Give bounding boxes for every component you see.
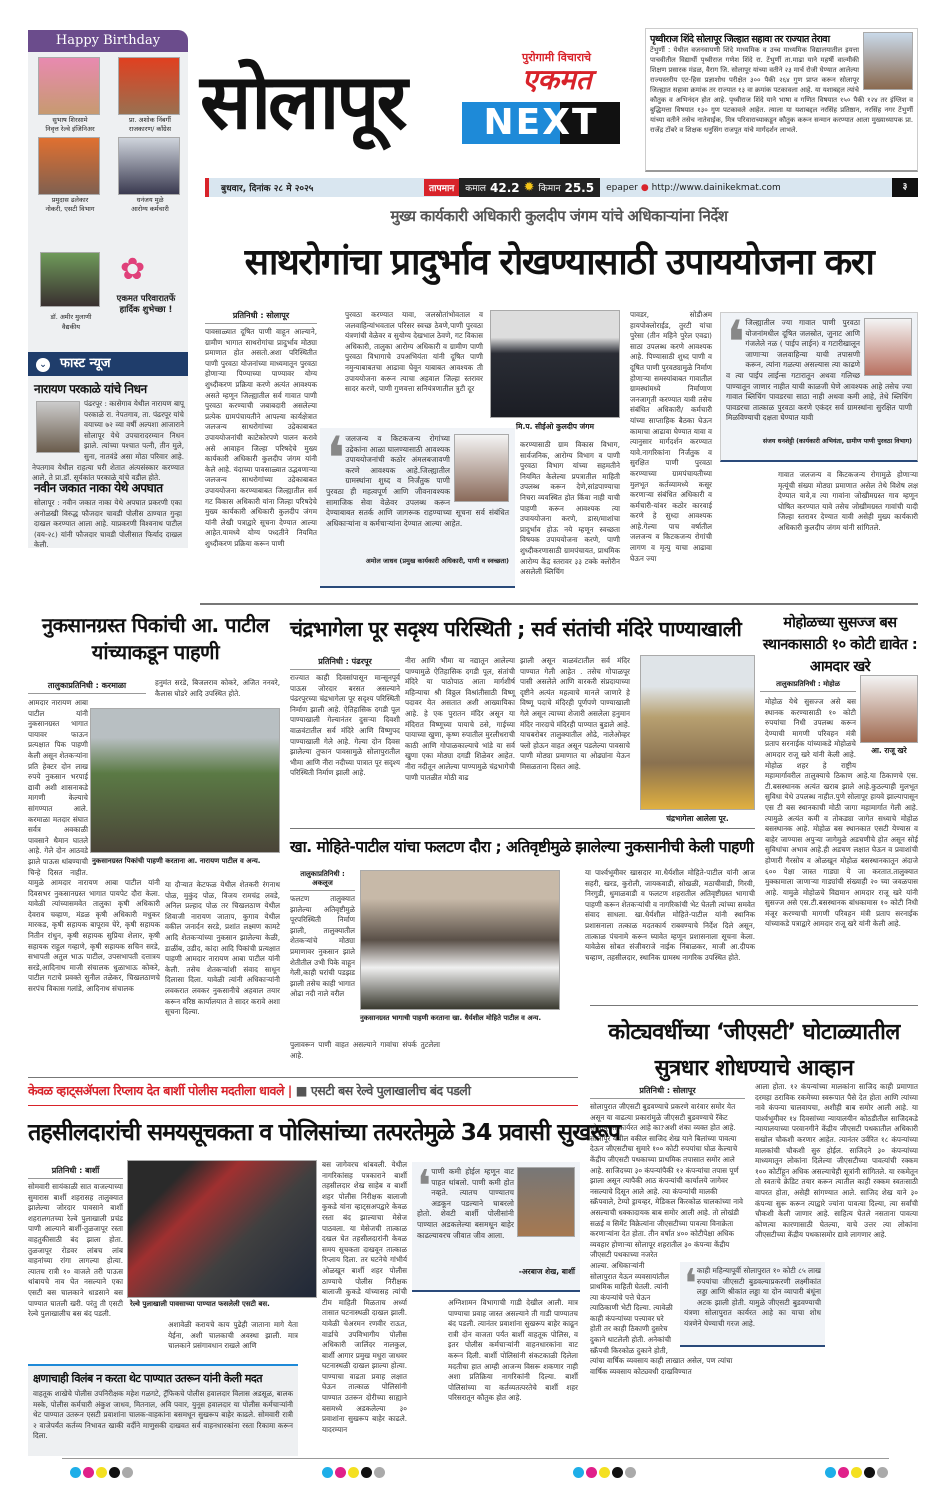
birthday-people-2-name: प्रमुदास ढलेकार bbox=[51, 196, 89, 204]
page-number: ३ bbox=[892, 178, 918, 197]
gst-headline: कोट्यवधींच्या ‘जीएसटी’ घोटाळ्यातील सुत्रधार शोधण्याचे आव्हान bbox=[608, 1020, 900, 1081]
news-headline: नवीन जकात नाका येथे अपघात bbox=[34, 481, 163, 495]
crops-body1: आमदार नारायण आबा पाटील यांनी नुकसानग्रस्त भागात पायावर फाऊन प्रत्यक्षात पिक पाहणी केली असून शेतकऱ्यांना प्रति हेक्टर दोन लाख रुपये नुकसान भरपाई द्यावी अशी शासनाकडे मागणी केल्याचे सांगण्यात आले. करमाळा मतदार संघात सर्वत्र अवकाळी पावसाने थैमान घातले आहे. गेले दोन आठवडे झाले पाऊस थांबण्याची चिन्हे दिसत नाहीत. यामुळे आमदार नारायण आबा पाटील यांनी दिवसभर नुकसानग्रस्त भागात पायपेट दौरा केला. यावेळी त्यांच्यासमवेत तालुका कृषी अधिकारी देवराव चव्हाण, मंडळ कृषी अधिकारी मधुकर मारकड, कृषी सहायक बापूराव घेरे, कृषी सहायक नितीन रांधुन, कृषी सहायक सुप्रिया शेलार, कृषी सहायक राहुल गव्हाणे, कृषी सहायक सचिन सरडे, सभापती अतुल भाऊ पाटील, उपसभापती दत्तात्रय सरडे,आदिनाथ माजी संचालक धुळाभाऊ कोकरे, पाटील गटाचे प्रवक्ते सुनील तळेकर, चिखलठाणचे सरपंच विकास गलांडे, आदिनाथ संचालक bbox=[28, 698, 160, 994]
barshi-box-headline: क्षणाचाही विलंब न करता थेट पाण्यात उतरून यांनी केली मदत bbox=[33, 1372, 263, 1385]
birthday-people-4-role: वैद्यकीय bbox=[61, 323, 81, 331]
flood-col2: नीरा आणि भीमा या नद्यातून आलेल्या पाण्यामुळे ऐतिहासिक दगडी पूल, संतांची मंदिरे या पाठोपाठ आता मार्गशीर्ष महिन्याचा श्री विठ्ठल विश्रांतीसाठी विष्णू पदावर येत असतात अशी आख्यायिका आहे. हे एक पुरातन मंदिर असून या मंदिरात विष्णूच्या पायाचे ठसे, गाईच्या पायाच्या खुणा, कृष्ण रुपातील मुरलीधराची काठी आणि गोपाळकाल्याचे भांडे या सर्व खुणा एका मोठ्या दगडी शिळेवर आहेत. नीरा नदीतून आलेल्या पाण्यामुळे चंद्रभागेची पाणी पातळीत मोठी वाढ bbox=[405, 656, 515, 782]
lead-kicker: मुख्य कार्यकारी अधिकारी कुलदीप जंगम यांचे अधिकाऱ्यांना निर्देश bbox=[390, 207, 728, 225]
quote-icon: ❛ bbox=[417, 1161, 432, 1212]
barshi-col2: बस जागेवरच थांबवली. येथील नागरिकांसह पत्रकाराने बार्शी तहसीलदार शेख साहेब व बार्शी शहर पोलीस निरीक्षक बालाजी कुकडे यांना व्हाट्सअपद्वारे केवळ रस्ता बंद झाल्याचा मेसेज पाठवला. या मेसेजची तात्काळ दखल घेत तहसीलदारांनी केवळ समय सूचकता दाखवून तात्काळ रिप्लाय दिला. तर घटनेचे गांभीर्य ओळखून बार्शी शहर पोलीस ठाण्याचे पोलीस निरीक्षक बालाजी कुकडे यांच्यासह त्यांची टीम माहिती मिळताच अर्ध्या तासात घटनास्थळी दाखल झाली. यावेळी चेअरमन रणवीर राऊत, वार्डाचे उपविभागीय पोलीस अधिकारी जालिंदर नालकुल, बार्शी आगार प्रमुख मधुरा जाधवर घटनास्थळी दाखल झाल्या होत्या. पाण्याचा वाढता प्रवाह लक्षात घेऊन तात्काळ पोलिसांनी पाण्यात उतरून दोरीच्या साह्याने बसमध्ये अडकलेल्या ३० प्रवाशांना सुखरूप बाहेर काढले. यादरम्यान bbox=[322, 1160, 407, 1434]
fast-news-title: फास्ट न्यूज bbox=[60, 356, 111, 371]
fast-news-box bbox=[28, 352, 188, 548]
birthday-wish: एकमत परिवारातर्फे हार्दिक शुभेच्छा ! bbox=[116, 294, 176, 315]
dateline-epaper: epaper bbox=[606, 182, 638, 193]
mohol-headline: मोहोळच्या सुसज्ज बस स्थानकासाठी १० कोटी द्यावेत : आमदार खरे bbox=[762, 615, 918, 675]
lead-col1: पावसाळ्यात दूषित पाणी वाहून आल्याने, ग्रामीण भागात साथरोगांचा प्रादुर्भाव मोठ्या प्रमाणात होत असतो.अशा परिस्थितीत पाणी पुरवठा योजनांच्या माध्यमातून पुरवठा होणाऱ्या पिण्याच्या पाण्यावर योग्य शुध्दीकरण प्रक्रिया करणे अत्यंत आवश्यक असते म्हणून जिल्ह्यातील सर्व गावात पाणी पुरवठा करण्याची जबाबदारी असलेल्या प्रत्येक ग्रामपंचायतीने आपल्या कार्यक्षेत्रात जलजन्य साथरोगांच्या उद्रेकाबाबत उपाययोजनांची काटेकोरपणे पालन करावे असे आवाहन जिल्हा परिषदेचे मुख्य कार्यकारी अधिकारी कुलदीप जंगम यांनी केले आहे. यंदाच्या पावसाळ्यात उद्भवणाऱ्या जलजन्य साथरोगांच्या उद्रेकाबाबत उपाययोजना करण्याबाबत जिल्ह्यातील सर्व गट विकास अधिकारी यांना जिल्हा परिषदेचे मुख्य कार्यकारी अधिकारी कुलदीप जंगम यांनी लेखी पत्राद्वारे सूचना देण्यात आल्या आहेत.यामध्ये योग्य पध्दतीने नियमित शुध्दीकरण प्रक्रिया करून पाणी bbox=[205, 327, 317, 548]
birthday-people-3-name: धनंजय मुळे bbox=[136, 196, 164, 204]
birthday-person bbox=[38, 137, 114, 213]
person-photo bbox=[517, 1167, 575, 1237]
lead-col3: पावडर, सोडीअम हायपोक्लोराईड, तुरटी यांचा पुरेसा (तीन महिने पुरेल एवढा) साठा उपलब्ध करणे आवश्यक आहे. पिण्यासाठी शुध्द पाणी व दूषित पाणी पुरवठ्यामुळे निर्माण होणाऱ्या समस्यांबाबत गावातील ग्रामस्थांमध्ये निर्माणाण जनजागृती करण्यात यावी तसेच संबंधित अधिकारी/ कर्मचारी यांच्या साप्ताहिक बैठका घेऊन कामाचा आढावा घेण्यात यावा व त्यानुसार मार्गदर्शन करण्यात यावे.नागरिकांना निर्जंतुक व सुरक्षित पाणी पुरवठा करण्याच्या ग्रामपंचायतीच्या मुलभूत कर्तव्यामध्ये कसूर करणाऱ्या संबंधित अधिकारी व कर्मचारी-यांवर कठोर कारवाई करणे हे सुध्दा आवश्यक आहे.गेल्या पाच वर्षातील जलजन्य व किटकजन्य रोगांची लागण व मृत्यु याचा आढावा घेऊन ज्या bbox=[630, 310, 712, 563]
person-photo bbox=[40, 252, 100, 307]
person-photo bbox=[38, 57, 100, 115]
birthday-people-0-name: सुभाष शिरसामे bbox=[52, 116, 88, 124]
crops-byline: तालुकाप्रतिनिधी : करमाळा bbox=[28, 680, 146, 694]
masthead-next: NEXT bbox=[483, 102, 599, 143]
birthday-people-1-role: राजकारण/ काँग्रेस bbox=[128, 125, 172, 133]
birthday-box bbox=[28, 30, 188, 222]
quote-box bbox=[680, 1262, 825, 1347]
birthday-people-3-role: आरोग्य कर्मचारी bbox=[131, 205, 169, 213]
square-icon: ■ bbox=[295, 1083, 308, 1098]
flood-col1: राज्यात काही दिवसांपासून मान्सूनपूर्व पाऊस जोरदार बरसत असल्याने पंढरपूरच्या चंद्रभागेला पूर सदृश्य परिस्थिती निर्माण झाली आहे. ऐतिहासिक दगडी पूल पाण्याखाली गेल्यानंतर दुसऱ्या दिवशी वाळवंटातील सर्व मंदिरे आणि विष्णुपद पाण्याखाली गेले आहे. गेल्या दोन दिवस झालेल्या तुफान पावसामुळे सोलापुरातील भीमा आणि नीरा नदीच्या पात्रात पूर सदृश्य परिस्थिती निर्माण झाली आहे. bbox=[290, 673, 400, 778]
birthday-people-1-name: प्रा. अशोक निंबर्गी bbox=[129, 116, 171, 124]
flood-caption: चंद्रभागेला आलेला पूर. bbox=[666, 814, 729, 823]
crops-body2: या दौऱ्यात केटफळ येथील शेतकरी रंगनाथ पोळ, मुकुंद पोळ, विजय रामचंद्र लवडे, अनिल प्रल्हाद पोळ तर चिखलठाण येथील शिवाजी नारायण जाताप, कुगाव येथील वकील जनार्दन सरडे, प्रशांत लक्ष्मण कामटे आदि शेतकऱ्यांच्या नुकसान झालेल्या केळी, डाळींब, उडीद, कांदा आदि पिकांची प्रत्यक्षात पाहणी आमदार नारायण आबा पाटील यांनी केली. तसेच शेतकऱ्यांशी संवाद साधून दिलासा दिला. यावेळी त्यांनी अधिकाऱ्यांनी लवकरात लवकर नुकसानीचे अहवाल तयार करून वरिष्ठ कार्यालयात ते सादर करावे अशा सूचना दिल्या. bbox=[165, 880, 280, 1017]
fast-news-items-0-body: पंढरपूर : कासेगाव येथील नारायण बापू परकाळे रा. नेपतगाव, ता. पंढरपूर यांचे वयाच्या ७२ व्या वर्षी अल्पशा आजाराने सोलापूर येथे उपचारादरम्यान निधन झाले. त्यांच्या पश्चात पत्नी, तीन मुले, सुना, नातवंडे असा मोठा परिवार आहे. नेपतगाव येथील राहत्या घरी शेतात अंत्यसंस्कार करण्यात आले. ते प्रा.डॉ. सूर्यकांत परकाळे यांचे वडील होते. bbox=[32, 399, 184, 483]
quote-box bbox=[320, 424, 515, 588]
mohite-headline: खा. मोहिते-पाटील यांचा फलटण दौरा ; अतिवृष्टीमुळे झालेल्या नुकसानीची केली पाहणी bbox=[290, 838, 754, 856]
person-photo bbox=[36, 401, 80, 453]
barshi-col1: सोमवारी सायंकाळी सात वाजल्याच्या सुमारास बार्शी शहरासह तालुक्यात झालेल्या जोरदार पावसाने बार्शी शहरालगतच्या रेल्वे पुलाखाली प्रचंड पाणी आल्याने बार्शी-तुळजापूर रस्ता वाहतुकीसाठी बंद झाला होता. तुळजापूर रोडवर लांबच लांब वाहनांच्या रांगा लागल्या होत्या. त्यातच रात्री १० वाजले तरी पाऊस थांबायचे नाव घेत नसल्याने एका एसटी बस चालकाने धाडसाने बस पाण्यात घातली खरी. परंतु ती एसटी रेल्वे पुलाखालीच बस बंद पडली. bbox=[28, 1182, 123, 1319]
flower-icon: ✿ bbox=[120, 252, 146, 287]
masthead-title: सोलापूर bbox=[200, 57, 405, 146]
barshi-col3: अग्निशामन विभागाची गाडी देखील आली. मात्र पाण्याचा प्रवाह जास्त असल्याने ती गाडी पाण्यातच बंद पडली. त्यानंतर प्रवाशांना सुखरूप बाहेर काढून रात्री दोन वाजता पर्यंत बार्शी वाहतूक पोलिस, व इतर पोलीस कर्मचाऱ्यांनी वाहनधारकांना वाट करून दिली. बार्शी पोलिसांनी संकटकाळी दिलेला मदतीचा हात आम्ही आजन्म विसरू शकणार नाही अशा प्रतिक्रिया नागरिकांनी दिल्या. बार्शी पोलिसांच्या या कर्तव्यतत्परतेचे बार्शी शहर परिसरातून कौतुक होत आहे. bbox=[448, 1298, 578, 1403]
color-dots bbox=[70, 1463, 890, 1482]
barshi-kicker: केवळ व्हाट्सॲपला रिप्लाय देत बार्शी पोलीस मदतीला धावले | ■ एसटी बस रेल्वे पुलाखालीच बंद पडली bbox=[28, 1083, 471, 1098]
barshi-kicker1: केवळ व्हाट्सॲपला रिप्लाय देत बार्शी पोलीस मदतीला धावले bbox=[28, 1083, 284, 1098]
quote-icon: ❛ bbox=[326, 424, 346, 494]
birthday-people-2-role: नोकरी, एसटी विभाग bbox=[45, 205, 95, 213]
next-logo bbox=[462, 102, 620, 144]
person-photo bbox=[38, 137, 100, 195]
gst-byline: प्रतिनिधी : सोलापूर bbox=[590, 1085, 745, 1099]
barshi-quote: पाणी कमी होईल म्हणून वाट पाहत थांबलो. पाणी कमी होत नव्हते. त्यातच पाण्यातच अडकून पडल्याने घाबरलो होतो. शेवटी बार्शी पोलीसांनी पाण्यात अडकलेल्या बसमधून बाहेर काढल्यावरच जीवात जीव आला. bbox=[417, 1167, 514, 1240]
crops-body-top: हनुमंत सरडे, बिजलराव कोकरे, अजित ननवरे, कैलास घोडरे आदि उपस्थित होते. bbox=[155, 678, 280, 698]
flood-photo bbox=[640, 655, 755, 810]
barshi-col1b: अशावेळी करायचे काय पुढेही जाताना मागे येता येईना, अशी चालकाची अवस्था झाली. मात्र चालकाने प्रसंगावधान राखले आणि bbox=[168, 1320, 298, 1351]
lead-byline: प्रतिनिधी : सोलापूर bbox=[205, 310, 317, 324]
lead-quote2: जिल्ह्यातील ज्या गावात पाणी पुरवठा योजनांमधील दूषित जलस्रोत, जुनाट आणि गंजलेले नळ ( पाईप लाईन) व गटारीखालून जाणाऱ्या जलवाहिन्या याची तपासणी करून, त्यांना गळत्या असल्यास त्या काढणे व त्या पाईप लाईन्स गटारातून अथवा गलिच्छ पाण्यातून जाणार नाहीत याची काळजी घेणे आवश्यक आहे तसेच ज्या गावात ब्लिचिंग पावडरचा साठा नाही अथवा कमी आहे, तेथे ब्लिचिंग पावडरचा तात्काळ पुरवठा करणे एकंदर सर्व ग्रामस्थांना सुरक्षित पाणी मिळविण्याची दक्षता घेण्यात यावी bbox=[726, 318, 912, 423]
lead-quote1-by: अमोल जाधव (प्रमुख कार्यकारी अधिकारी, पाणी व स्वच्छता) bbox=[365, 557, 509, 565]
barshi-byline: प्रतिनिधी : बार्शी bbox=[28, 1165, 123, 1179]
masthead-tagline: पुरोगामी विचाराचे bbox=[522, 51, 592, 64]
person-photo bbox=[118, 57, 180, 115]
flood-headline: चंद्रभागेला पूर सदृश्य परिस्थिती ; सर्व संतांची मंदिरे पाण्याखाली bbox=[290, 617, 742, 641]
quote-box bbox=[412, 1162, 580, 1292]
official-photo bbox=[454, 434, 509, 502]
gst-quote: काही महिन्यापूर्वी सोलापुरात १० कोटी ८५ लाख रुपयांचा जीएसटी बुडवल्याप्रकरणी लक्ष्मीकांत लड्डा आणि श्रीकांत लड्डा या दोन व्यापारी बंधूंना अटक झाली होती. यामुळे जीएसटी बुडवण्याची यंत्रणा सोलापुरात कार्यरत आहे का याचा शोध यंत्रणेने घेण्याची गरज आहे. bbox=[684, 1266, 821, 1328]
top-story-body: टेंभुर्णी : येथील वजनवायणी शिंदे माध्यमिक व उच्च माध्यमिक विद्यालयातील इयत्ता पाचवीतील विद्यार्थी पृथ्वीराज गणेश शिंदे रा. टेंभुर्णी ता.माढा याने महर्षी वाल्मीकी शिक्षण प्रसारक मंडळ, वैराग जि. सोलापूर यांच्या वतीने २३ मार्च रोजी घेण्यात आलेल्या राज्यस्तरीय एट-हिस प्रज्ञाशोध परीक्षेत ३०० पैकी २६४ गुण प्राप्त करून सोलापूर जिल्ह्यात सहावा क्रमांक तर राज्यात १३ वा क्रमांक पटकावला आहे. या यशाबद्दल त्यांचे कौतुक व अभिनंदन होत आहे. पृथ्वीराज शिंदे याने भाषा व गणित विषयात १५० पैकी १२४ तर इंग्लिश व बुद्धिमत्ता विषयात १३० गुण पटकावले आहेत. त्याला या यशाबद्दल नरसिंह प्रतिष्ठान, नरसिंह नगर टेंभुर्णी यांच्या वतीने तसेच नातेवाईक, मित्र परिवाराच्याकडून कौतुक करून सन्मान करण्यात आला मुख्याध्यापक प्रा. राजेंद्र टोंबरे व शिक्षक धनुसिंग राजपूत यांचे मार्गदर्शन लाभले. bbox=[650, 46, 913, 134]
sun-icon: ✹ bbox=[523, 180, 535, 195]
mohite-col2: या पार्श्वभूमीवर खासदार मा.धैर्यशील मोहिते-पाटील यांनी आज सहरी, खरड, कुरोली, जायकवाडी, सोखळी, मठाचीवाडी, गिरवी, निरगुडी, धुमाळवाडी व फलटण शहरातील अतिवृष्टीग्रस्त भागाची पाहणी करून शेतकऱ्यांची व नागरिकांची भेट घेतली त्यांच्या समवेत संवाद साधला. खा.धैर्यशील मोहिते-पाटील यांनी स्थानिक प्रशासनाला तत्काळ मदतकार्य राबवण्याचे निर्देश दिले असून, तात्काळ पंचनामे करून घ्यावेत म्हणून प्रशासनाला सूचना केला. यावेळेस सोबत संजीवराजे नाईक निंबाळकर, माजी आ.दीपक चव्हाण, तहसीलदार, स्थानिक ग्रामस्थ नागरिक उपस्थित होते. bbox=[585, 868, 755, 962]
news-headline: नारायण परकाळे यांचे निधन bbox=[34, 382, 147, 396]
crops-headline: नुकसानग्रस्त पिकांची आ. पाटील यांच्याकडून पाहणी bbox=[42, 613, 269, 664]
dateline-temp-label: तापमान bbox=[424, 179, 459, 196]
print-registration-bar bbox=[62, 1458, 889, 1459]
lead-quote1: जलजन्य व किटकजन्य रोगांच्या उद्रेकांना आळा घालण्यासाठी आवश्यक उपाययोजनांची कठोर अंमलबजावणी करणे आवश्यक आहे.जिल्ह्यातील ग्रामस्थांना शुध्द व निर्जंतुक पाणी पुरवठा ही महत्वपूर्ण आणि जीवनावश्यक सामाजिक सेवा वेळेवर उपलब्ध करून देण्याबाबत सतर्क आणि जागरूक राहण्याच्या सूचना सर्व संबंधित अधिकाऱ्यांना व कर्मचाऱ्यांना देण्यात आल्या आहेत. bbox=[326, 434, 509, 528]
birthday-people-4-name: डॉ. अमीर मुलाणी bbox=[50, 313, 92, 321]
birthday-person bbox=[118, 137, 194, 213]
quote-box bbox=[720, 308, 918, 462]
barshi-kicker2: एसटी बस रेल्वे पुलाखालीच बंद पडली bbox=[310, 1083, 471, 1098]
mohite-col-wide: पुलावरून पाणी वाहत असल्याने गावांचा संपर्क तुटलेला आहे. bbox=[290, 1040, 440, 1060]
mohol-body-wrap bbox=[765, 697, 918, 995]
birthday-people-0-role: निवृत्त रेल्वे इंजिनिअर bbox=[45, 125, 95, 133]
dateline-date: बुधवार, दिनांक २८ मे २०२५ bbox=[221, 184, 314, 194]
birthday-title: Happy Birthday bbox=[28, 30, 188, 52]
flood-byline: प्रतिनिधी : पंढरपूर bbox=[290, 656, 400, 670]
lead-col-mid: करण्यासाठी ग्राम विकास विभाग, सार्वजनिक, आरोग्य विभाग व पाणी पुरवठा विभाग यांच्या सहमतीने नियमित केलेल्या प्रपत्रातील माहिती उपलब्ध करून देणे,सांडपाण्याचा निचरा व्यवस्थित होत किंवा नाही याची पाहणी करून आवश्यक त्या उपाययोजना करणे, डास/माशांचा प्रादुर्भाव होऊ नये म्हणून स्वच्छता विषयक उपाययोजना करणे, पाणी शुध्दीकरणासाठी ग्रामपंचायत, प्राथमिक आरोग्य केंद्र स्तरावर ३३ टक्के क्लोरीन असलेली ब्लिचिंग bbox=[520, 440, 620, 577]
dateline-max: 42.2 bbox=[490, 180, 520, 195]
quote-icon: ❛ bbox=[684, 1261, 697, 1307]
gst-col1: सोलापुरात जीएसटी बुडवण्याचे प्रकरणे वारंवार समोर येत असून या वाढत्या प्रकारांमुळे जीएसटी बुडवण्याचे रॅकेट सोलापुरात कार्यरत आहे का?अशी शंका व्यक्त होत आहे. सोलापूर येथील वकील साजिद शेख याने बिलांच्या पावत्या देऊन जीएसटीचा सुमारे १०० कोटी रुपयांचा घोळ केल्याचे केंद्रीय जीएसटी पथकाच्या प्राथमिक तपासात समोर आले आहे. साजिदच्या ३० कंपन्यांपैकी १२ कंपन्यांचा तपास पूर्ण झाला असून त्यापैकी आठ कंपन्यांची कार्यालये जागेवर नसल्याचे दिसून आले आहे. त्या कंपन्यांची मालकी स्क्रॅपवाले, टेम्पो ड्रायव्हर, मेडिकल किरकोळ चालकांच्या नावे असल्याची धक्कादायक बाब समोर आली आहे. तो लोखंडी सळई व सिमेंट विक्रेत्यांना जीएसटीच्या पावत्या विनाक्रेता करणाऱ्यांना देत होता. तीन वर्षात ४०० कोटीपेक्षा अधिक व्यवहार होणाऱ्या सोलापूर शहरातील ३० कंपन्या केंद्रीय जीएसटी पथकाच्या नजरेत आल्या. अधिकाऱ्यांनी सोलापुरात येऊन व्यवसायांतील प्राथमिक माहिती घेतली. त्यांनी त्या कंपन्यांचे पत्ते घेऊन त्याठिकाणी भेटी दिल्या. त्यावेळी काही कंपन्यांच्या पत्त्यावर घरे होती तर काही ठिकाणी दुसरेच दुकाने थाटलेली होती. अनेकांची स्क्रॅपची किरकोळ दुकाने होती, त्यांचा वार्षिक व्यवसाय काही लाखात असेल, पण त्यांचा वार्षिक व्यवसाय कोट्यवधी दाखविण्यात bbox=[590, 1102, 743, 1376]
barshi-box-body: वाहतूक शाखेचे पोलीस उपनिरीक्षक महेश गळगटे, ट्रॅफिकचे पोलीस हवालदार विलास अडसूळ, बालक मस्के, पोलीस कर्मचारी अंकुश जाधव, मितनाल, अवि पवार, युनूस हवालदार या पोलीस कर्मचाऱ्यांनी थेट पाण्यात उतरून एसटी प्रवाशांना चालक-वाहकांना बसमधून सुखरूप बाहेर काढले. सोमवारी रात्री २ वाजेपर्यंत कर्तव्य निभावत खाकी वर्दीने माणुसकी दाखवत सर्व वाहनधारकांना रस्ता रिकामा करून दिला. bbox=[33, 1389, 293, 1441]
barshi-headline: तहसीलदारांची समयसूचकता व पोलिसांच्या तत्परतेमुळे 34 प्रवासी सुखरूप bbox=[28, 1118, 620, 1146]
lead-photo-caption: मि.प. सीईओ कुलदीप जंगम bbox=[516, 422, 594, 431]
mohol-byline: तालुकाप्रतिनिधी : मोहोळ bbox=[760, 680, 856, 692]
flood-col3: झाली असून वाळवंटातील सर्व मंदिर पाण्यात गेली आहेत . तसेच गोपाळपूर पासी असलेले आणि वारकरी संप्रदायाच्या दृष्टीने अत्यंत महत्वाचे मानले जाणारे हे विष्णू पदाचे मंदिरही पूर्णपणे पाण्याखाली गेले असून त्याच्या शेजारी असलेला हनुमान मंदिर नारदाचे मंदिरही पाण्यात बुडाले आहे. याचबरोबर तालुक्यातील ओढे, नालेओव्हर फ्लो होऊन वाहत असून पडलेल्या पावसाचे पाणी मोठ्या प्रमाणात या ओढ्यांना येऊन मिसळताना दिसत आहे. bbox=[520, 656, 630, 771]
mohite-col1: फलटण तालुक्यात झालेल्या अतिवृष्टीमुळे पूरपरिस्थिती निर्माण झाली, तालुक्यातील शेतकऱ्यांचे मोठ्या प्रमाणावर नुकसान झाले शेतीतील उभी पिके वाहून गेली,काही घरांची पडझड झाली तसेच काही भागात ओढा नदी नाले वरील bbox=[290, 894, 355, 999]
mohol-photo-caption: आ. राजू खरे bbox=[871, 746, 907, 755]
mohite-photo bbox=[360, 870, 560, 1010]
lead-headline: साथरोगांचा प्रादुर्भाव रोखण्यासाठी उपाययोजना करा bbox=[244, 242, 874, 283]
crops-photo bbox=[90, 708, 280, 853]
globe-icon: ● bbox=[640, 182, 649, 193]
person-photo bbox=[118, 137, 180, 195]
lead-quote2-by: संजय धनशेट्टी (कार्यकारी अभियंता, ग्रामीण पाणी पुरवठा विभाग) bbox=[762, 438, 912, 445]
fast-news-items-1-body: सोलापूर : नवीन जकात नाका येथे अपघात प्रकरणी एका अनोळखी विरुद्ध फौजदार चावडी पोलीस ठाण्यात गुन्हा दाखल करण्यात आला आहे. याप्रकरणी विश्वनाथ पाटील (वय-२८) यांनी फौजदार चावडी पोलीसात फिर्याद दाखल केली. bbox=[34, 498, 182, 550]
barshi-quote-by: -अरबाज शेख, बार्शी bbox=[518, 1267, 575, 1276]
help-box bbox=[28, 1364, 298, 1456]
official-photo bbox=[864, 318, 912, 376]
dateline-bar bbox=[205, 178, 918, 197]
birthday-box-lower bbox=[28, 222, 188, 352]
dateline-min-label: किमान bbox=[538, 184, 561, 194]
quote-icon: ❛ bbox=[726, 308, 746, 378]
bus-photo bbox=[127, 1160, 317, 1298]
divider bbox=[200, 603, 918, 605]
mohite-byline: तालुकाप्रतिनिधी : अकलूज bbox=[290, 870, 355, 891]
lead-col4: गावात जलजन्य व किटकजन्य रोगामुळे होणाऱ्या मृत्यूंची संख्या मोठ्या प्रमाणात असेल तेथे विशेष लक्ष देण्यात यावे,व त्या गावांना जोखीमग्रस्त गाव म्हणून घोषित करण्यात यावे तसेच जोखीमग्रस्त गावांची यादी जिल्हा स्तरावर देण्यात यावी असेही मुख्य कार्यकारी अधिकारी कुलदीप जंगम यांनी सांगितले. bbox=[778, 470, 918, 532]
website-link[interactable]: http://www.dainikekmat.com bbox=[651, 182, 781, 193]
crops-caption: नुकसानग्रस्त पिकांची पाहणी करताना आ. नारायण पाटील व अन्य. bbox=[92, 857, 261, 865]
student-photo bbox=[863, 32, 913, 90]
birthday-person bbox=[38, 57, 114, 133]
mohol-body: मोहोळ येथे सुसज्ज असे बस स्थानक करण्यासाठी १० कोटी रुपयांचा निधी उपलब्ध करून देण्याची मागणी परिवहन मंत्री प्रताप सरनाईक यांच्याकडे मोहोळचे आमदार राजू खरे यांनी केली आहे. मोहोळ शहर हे राष्ट्रीय महामार्गावरील तालुक्याचे ठिकाण आहे.या ठिकाणचे एस. टी.बसस्थानक अत्यंत खराब झाले आहे.कुठल्याही मुलभूत सुविधा येथे उपलब्ध नाहीत.पुणे सोलापूर हायवे झाल्यापासून एस टी बस स्थानकाची मोठी जागा महामार्गात गेली आहे. त्यामुळे अत्यंत कमी व तोकड्या जागेत सध्याचे मोहोळ बसस्थानक आहे. मोहोळ बस स्थानकात एसटी येण्यास व बाहेर जाण्यास अपुऱ्या जागेमुळे अडचणीचे होत असून सोई सुविधांचा अभाव आहे.ही अडचण लक्षात घेऊन व प्रवाशांची होणारी गैरसोय व ओळखून मोहोळ बसस्थानकातून अंदाजे ६०० पेक्षा जास्त गाड्या ये जा करतात.तालुक्यात मुक्कामाला जाणाऱ्या गाड्यांची संख्याही २० च्या जवळपास आहे. यामुळे मोहोळचे विद्यमान आमदार राजू खरे यांनी सुसज्ज असे एस.टी.बसस्थानक बांधकामास १० कोटी निधी मंजूर करण्याची मागणी परिवहन मंत्री प्रताप सरनाईक यांच्याकडे पत्राद्वारे आमदार राजू खरे यांनी केली आहे. bbox=[765, 697, 918, 929]
chevron-down-icon: ⌄ bbox=[36, 358, 50, 372]
top-story-box bbox=[645, 28, 918, 172]
lead-col2: पुरवठा करण्यात यावा, जलस्रोतांभोवताल व जलवाहिन्यांभवताल परिसर स्वच्छ ठेवणे,पाणी पुरवठा यंत्रणांची वेळेवर व सुयोग्य देखभाल ठेवणे, गट विकास अधिकारी, तालुका आरोग्य अधिकारी व ग्रामीण पाणी पुरवठा विभागाचे उपअभियंता यांनी दूषित पाणी नमुन्याबाबतचा आढावा घेवून याबाबत आवश्यक ती उपाययोजना करून त्याचा अहवाल जिल्हा स्तरावर सादर करणे, पाणी गुणवत्ता सनियंत्रणातील त्रुटी दूर bbox=[345, 310, 483, 394]
ceo-photo bbox=[490, 310, 620, 418]
dateline-max-label: कमाल bbox=[465, 184, 487, 194]
dateline-min: 25.5 bbox=[564, 180, 595, 195]
mohite-caption: नुकसानग्रस्त भागाची पाहणी करताना खा. धैर्यशील मोहिते पाटील व अन्य. bbox=[360, 1014, 542, 1022]
birthday-person bbox=[118, 57, 194, 133]
gst-col2: आला होता. १२ कंपन्यांच्या मालकांना साजिद काही प्रमाणात दरमहा ठराविक रकमेच्या स्वरूपात पैसे देत होता आणि त्यांच्या नावे कंपन्या चालवायचा, अशीही बाब समोर आली आहे. या पार्श्वभूमीवर १४ दिवसांच्या न्यायालयीन कोठडीतील साजिदकडे न्यायालयाच्या परवानगीने केंद्रीय जीएसटी पथकातील अधिकारी सखोल चौकशी करणार आहेत. त्यानंतर उर्वरित १८ कंपन्यांच्या मालकांची चौकशी सुरु होईल. साजिदने ३० कंपन्यांच्या माध्यमातून लोकांना दिलेल्या जीएसटीच्या पावत्यांची रक्कम १०० कोटींहून अधिक असल्याचेही सूत्रांनी सांगितले. या रकमेतून तो स्वतःचे क्रेडिट तयार करून त्यातील काही रक्कम स्वतःसाठी वापरत होता, असेही सांगण्यात आले. साजिद शेख याने ३० कंपन्या सुरू करून त्याद्वारे ज्यांना पावत्या दिल्या, त्या सर्वांची चौकशी केली जाणार आहे. साहित्य घेतले नसताना पावत्या कोणत्या कारणासाठी घेतल्या, याचे उत्तर त्या लोकांना जीएसटीच्या केंद्रीय पथकासमोर द्यावे लागणार आहे. bbox=[755, 1082, 918, 1240]
ekmat-logo: एकमत bbox=[522, 63, 592, 96]
barshi-caption: रेल्वे पुलाखाली पावसाच्या पाण्यात फसलेली एसटी बस. bbox=[130, 1300, 270, 1308]
top-story-headline: पृथ्वीराज शिंदे सोलापूर जिल्हात सहावा तर राज्यात तेरावा bbox=[650, 34, 830, 45]
